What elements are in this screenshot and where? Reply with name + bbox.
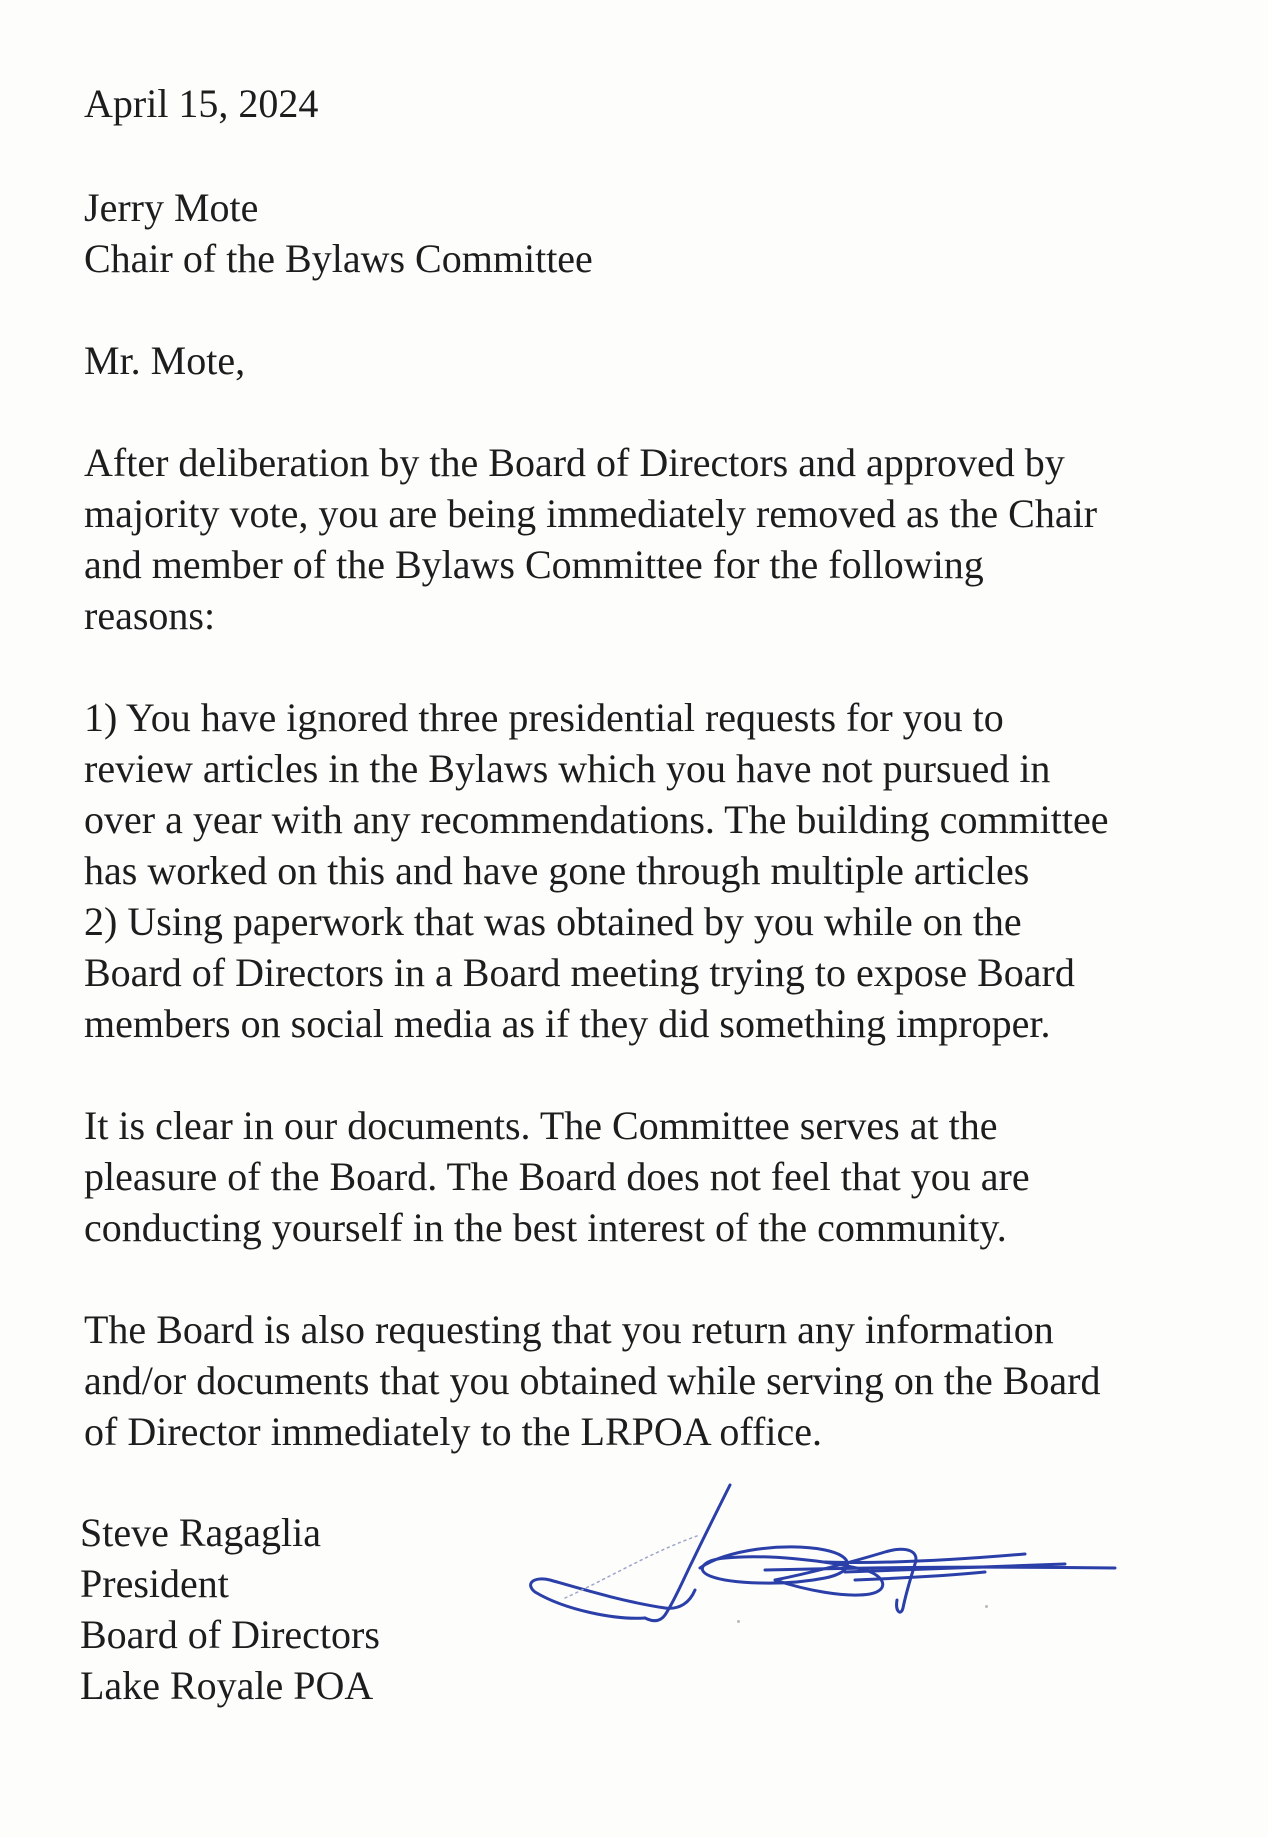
paragraph-line: of Director immediately to the LRPOA office. bbox=[84, 1409, 822, 1454]
reason-line: over a year with any recommendations. The building committee bbox=[84, 797, 1109, 842]
paragraph-line: After deliberation by the Board of Directors and approved by bbox=[84, 440, 1065, 485]
reason-line: review articles in the Bylaws which you have not pursued in bbox=[84, 746, 1051, 791]
paragraph-line: reasons: bbox=[84, 593, 216, 638]
sender-title: President bbox=[80, 1561, 229, 1606]
paragraph-return-documents bbox=[84, 1304, 1228, 1457]
date-text: April 15, 2024 bbox=[84, 81, 319, 126]
paragraph-line: and/or documents that you obtained while serving on the Board bbox=[84, 1358, 1101, 1403]
reason-line: 1) You have ignored three presidential requests for you to bbox=[84, 695, 1004, 740]
paragraph-line: It is clear in our documents. The Committee serves at the bbox=[84, 1103, 998, 1148]
reason-line: 2) Using paperwork that was obtained by you while on the bbox=[84, 899, 1022, 944]
reason-line: Board of Directors in a Board meeting trying to expose Board bbox=[84, 950, 1075, 995]
reason-line: has worked on this and have gone through multiple articles bbox=[84, 848, 1030, 893]
sender-organization-full: Lake Royale POA bbox=[80, 1663, 374, 1708]
recipient-block bbox=[84, 182, 1228, 284]
paragraph-line: pleasure of the Board. The Board does not feel that you are bbox=[84, 1154, 1030, 1199]
recipient-name: Jerry Mote bbox=[84, 185, 259, 230]
paragraph-line: and member of the Bylaws Committee for the following bbox=[84, 542, 984, 587]
paragraph-line: conducting yourself in the best interest of the community. bbox=[84, 1205, 1007, 1250]
handwritten-signature-icon bbox=[525, 1480, 1125, 1640]
salutation bbox=[84, 335, 1228, 386]
paragraph-committee-authority bbox=[84, 1100, 1228, 1253]
scan-speck bbox=[985, 1605, 988, 1608]
letter-date bbox=[84, 78, 1228, 129]
paragraph-line: The Board is also requesting that you return any information bbox=[84, 1307, 1054, 1352]
reasons-list bbox=[84, 692, 1228, 1049]
sender-name: Steve Ragaglia bbox=[80, 1510, 322, 1555]
reason-line: members on social media as if they did something improper. bbox=[84, 1001, 1051, 1046]
recipient-title: Chair of the Bylaws Committee bbox=[84, 236, 593, 281]
paragraph-line: majority vote, you are being immediately removed as the Chair bbox=[84, 491, 1098, 536]
scan-speck bbox=[737, 1620, 740, 1623]
paragraph-removal-notice bbox=[84, 437, 1228, 641]
sender-organization: Board of Directors bbox=[80, 1612, 380, 1657]
salutation-text: Mr. Mote, bbox=[84, 338, 246, 383]
